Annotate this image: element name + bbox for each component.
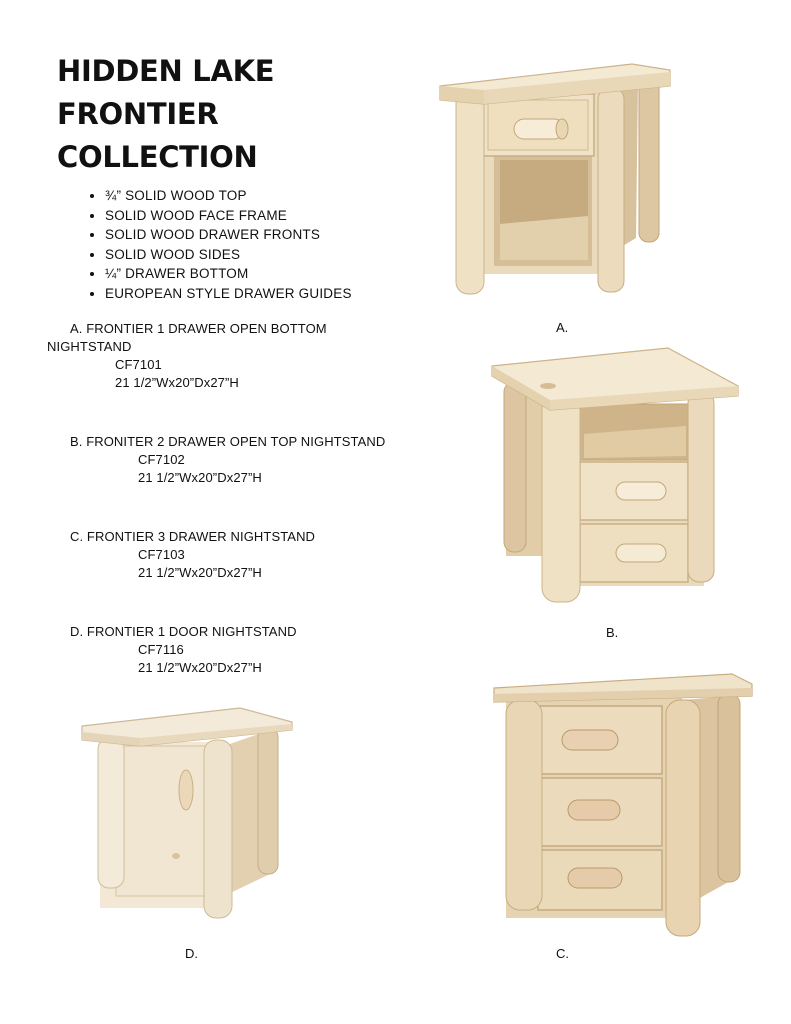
feature-item: • SOLID WOOD DRAWER FRONTS: [105, 225, 352, 245]
product-d: [70, 623, 297, 677]
product-dimensions: 21 1/2”Wx20”Dx27”H: [138, 565, 262, 580]
product-code: CF7102: [138, 452, 185, 467]
product-a: [47, 320, 387, 392]
feature-item: • SOLID WOOD SIDES: [105, 245, 352, 265]
feature-item: • ¼” DRAWER BOTTOM: [105, 264, 352, 284]
caption-a: A.: [556, 320, 569, 335]
product-name: A. FRONTIER 1 DRAWER OPEN BOTTOM NIGHTSTAND: [47, 321, 327, 354]
nightstand-d-photo: [80, 706, 294, 920]
title-line: FRONTIER: [57, 97, 219, 131]
product-name: B. FRONITER 2 DRAWER OPEN TOP NIGHTSTAND: [70, 434, 386, 449]
nightstand-c-body: [494, 674, 752, 936]
nightstand-a-photo: [436, 48, 674, 298]
product-name: D. FRONTIER 1 DOOR NIGHTSTAND: [70, 624, 297, 639]
nightstand-b-photo: [490, 346, 740, 608]
nightstand-d-body: [82, 708, 292, 918]
caption-d: D.: [185, 946, 198, 961]
product-c: [70, 528, 315, 582]
nightstand-c-photo: [492, 670, 754, 938]
product-code: CF7103: [138, 547, 185, 562]
product-dimensions: 21 1/2”Wx20”Dx27”H: [138, 470, 262, 485]
page-title: [57, 50, 274, 179]
product-name: C. FRONTIER 3 DRAWER NIGHTSTAND: [70, 529, 316, 544]
feature-list: [68, 186, 352, 304]
product-code: CF7116: [138, 642, 184, 657]
caption-b: B.: [606, 625, 619, 640]
feature-item: • SOLID WOOD FACE FRAME: [105, 206, 352, 226]
feature-item: • ¾” SOLID WOOD TOP: [105, 186, 352, 206]
product-b: [70, 433, 385, 487]
title-line: HIDDEN LAKE: [57, 54, 275, 88]
product-dimensions: 21 1/2”Wx20”Dx27”H: [115, 375, 239, 390]
nightstand-b-body: [492, 348, 738, 602]
title-line: COLLECTION: [57, 140, 258, 174]
product-code: CF7101: [115, 357, 162, 372]
caption-c: C.: [556, 946, 569, 961]
feature-item: • EUROPEAN STYLE DRAWER GUIDES: [105, 284, 352, 304]
nightstand-a-body: [440, 64, 670, 294]
product-dimensions: 21 1/2”Wx20”Dx27”H: [138, 660, 262, 675]
